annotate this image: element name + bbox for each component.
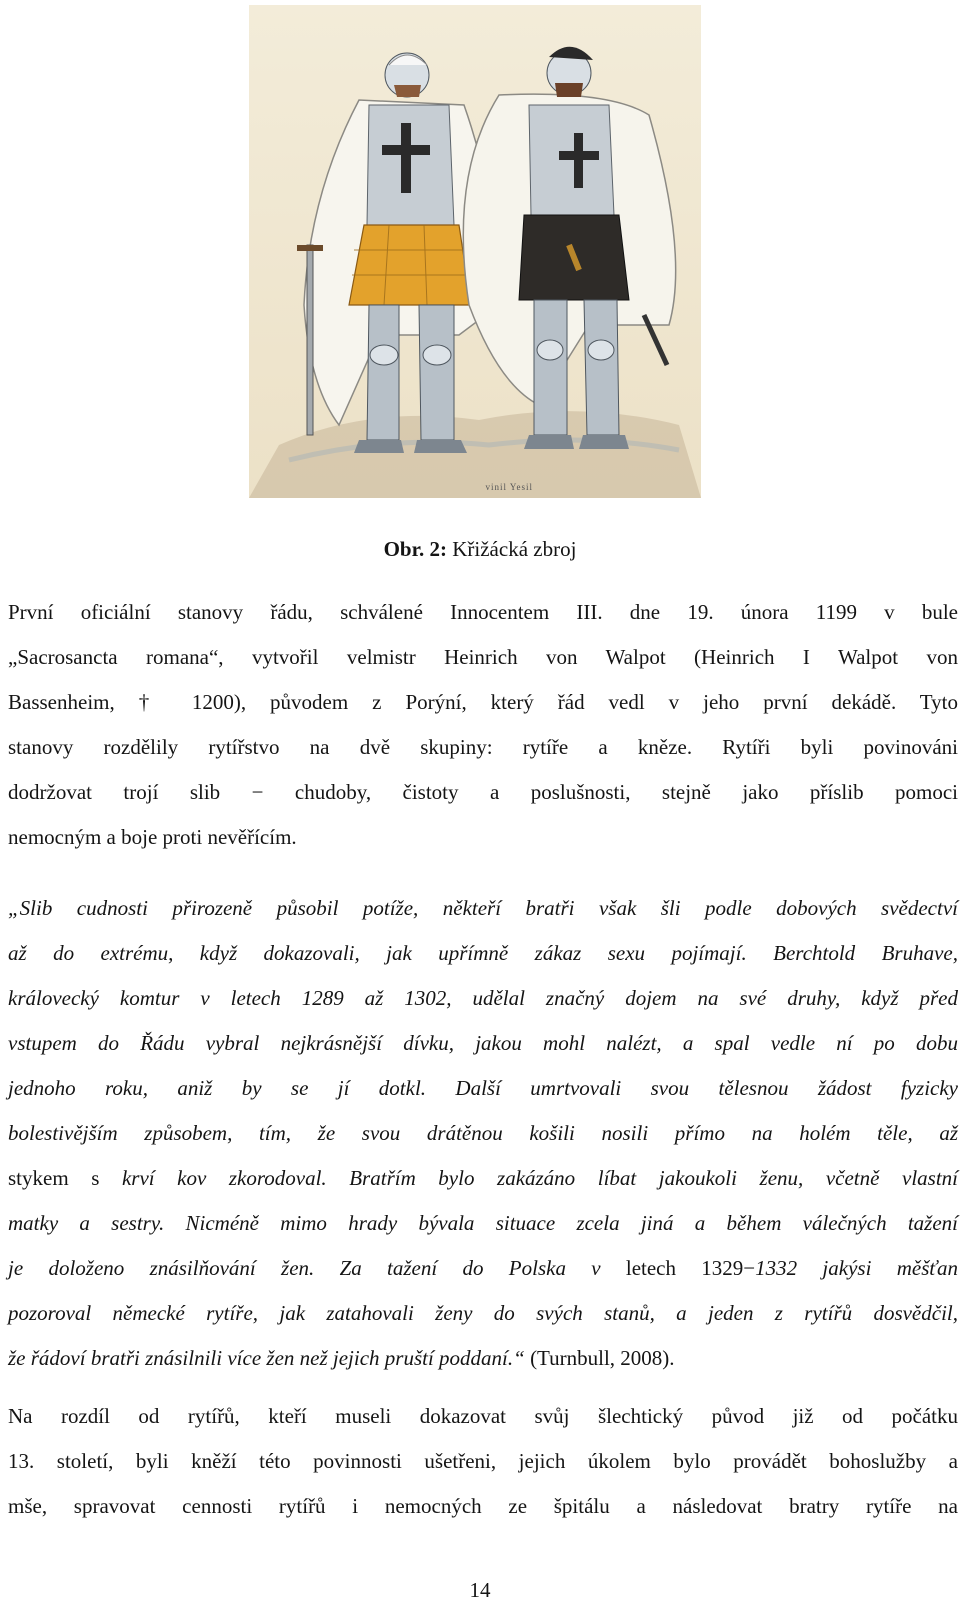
text-line: stanovy rozdělily rytířstvo na dvě skupiny: rytíře a kněze. Rytíři byli povinováni xyxy=(8,735,958,759)
paragraph-quotation xyxy=(8,886,958,1381)
text-line: až do extrému, když dokazovali, jak upřímně zákaz sexu pojímají. Berchtold Bruhave, xyxy=(8,941,958,965)
text-line: „Slib cudnosti přirozeně působil potíže, někteří bratři však šli podle dobových svědectví xyxy=(8,896,958,920)
text-roman: stykem s xyxy=(8,1166,122,1190)
text-line: nemocným a boje proti nevěřícím. xyxy=(8,825,297,849)
caption-text: Křižácká zbroj xyxy=(446,537,577,561)
text-line xyxy=(8,1336,958,1381)
text-roman: letech 1329− xyxy=(625,1256,756,1280)
caption-label: Obr. 2: xyxy=(383,537,447,561)
page-number: 14 xyxy=(469,1578,491,1602)
figure-caption xyxy=(0,537,960,562)
text-line xyxy=(8,1156,958,1201)
text-line: dodržovat trojí slib − chudoby, čistoty a poslušnosti, stejně jako příslib pomoci xyxy=(8,780,958,804)
text-line: První oficiální stanovy řádu, schválené Innocentem III. dne 19. února 1199 v bule xyxy=(8,600,958,624)
paragraph-statutes xyxy=(8,590,958,860)
text-italic: krví kov zkorodoval. Bratřím bylo zakázáno líbat jakoukoli ženu, včetně vlastní xyxy=(121,1166,958,1190)
citation: (Turnbull, 2008). xyxy=(524,1346,675,1370)
paragraph-priests xyxy=(8,1394,958,1529)
knights-illustration xyxy=(249,5,701,498)
text-italic: je doloženo znásilňování žen. Za tažení do Polska v xyxy=(8,1256,626,1280)
text-line: královecký komtur v letech 1289 až 1302, udělal značný dojem na své druhy, když před xyxy=(8,986,958,1010)
text-italic: 1332 jakýsi měšťan xyxy=(755,1256,959,1280)
text-italic: že řádoví bratři znásilnili více žen než jejich pruští poddaní.“ xyxy=(8,1346,525,1370)
text-line: Na rozdíl od rytířů, kteří museli dokazovat svůj šlechtický původ již od počátku xyxy=(8,1404,958,1428)
text-line: pozoroval německé rytíře, jak zatahovali ženy do svých stanů, a jeden z rytířů dosvědčil, xyxy=(8,1301,958,1325)
text-line: „Sacrosancta romana“, vytvořil velmistr Heinrich von Walpot (Heinrich I Walpot von xyxy=(8,645,958,669)
text-line: bolestivějším způsobem, tím, že svou drátěnou košili nosili přímo na holém těle, až xyxy=(8,1121,958,1145)
text-line: vstupem do Řádu vybral nejkrásnější dívku, jakou mohl nalézt, a spal vedle ní po dobu xyxy=(8,1031,958,1055)
knights-drawing xyxy=(249,5,701,498)
text-line: matky a sestry. Nicméně mimo hrady bývala situace zcela jiná a během válečných tažení xyxy=(8,1211,958,1235)
text-line: 13. století, byli kněží této povinnosti ušetřeni, jejich úkolem bylo provádět bohoslužby a xyxy=(8,1449,958,1473)
artist-signature: vinil Yesil xyxy=(485,482,533,492)
text-line xyxy=(8,1246,958,1291)
text-line: Bassenheim, † 1200), původem z Porýní, který řád vedl v jeho první dekádě. Tyto xyxy=(8,690,958,714)
text-line: jednoho roku, aniž by se jí dotkl. Další umrtvovali svou tělesnou žádost fyzicky xyxy=(8,1076,958,1100)
text-line: mše, spravovat cennosti rytířů i nemocných ze špitálu a následovat bratry rytíře na xyxy=(8,1494,958,1518)
